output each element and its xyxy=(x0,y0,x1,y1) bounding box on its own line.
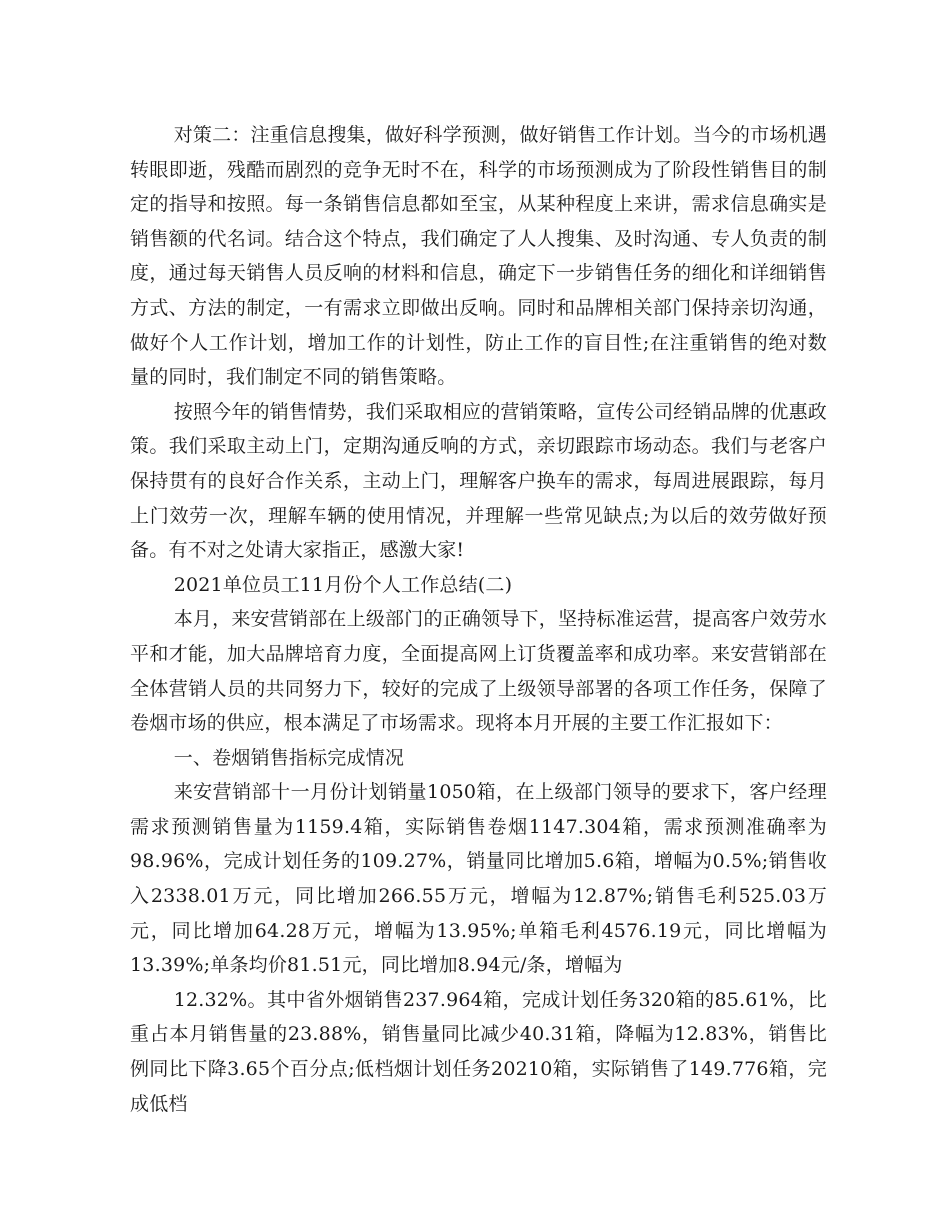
paragraph-sales-breakdown: 12.32%。其中省外烟销售237.964箱，完成计划任务320箱的85.61%，比重占本月销售量的23.88%，销售量同比减少40.31箱，降幅为12.83%，销售比例同比下降3.65个百分点;低档烟计划任务20210箱，实际销售了149.776箱，完成低档 xyxy=(130,988,827,1115)
section-title: 2021单位员工11月份个人工作总结(二) xyxy=(173,573,513,596)
section-heading-sales-targets: 一、卷烟销售指标完成情况 xyxy=(173,746,405,769)
paragraph-marketing-strategy: 按照今年的销售情势，我们采取相应的营销策略，宣传公司经销品牌的优惠政策。我们采取主动上门，定期沟通反响的方式，亲切跟踪市场动态。我们与老客户保持贯有的良好合作关系，主动上门，理解客户换车的需求，每周进展跟踪，每月上门效劳一次，理解车辆的使用情况，并理解一些常见缺点;为以后的效劳做好预备。有不对之处请大家指正，感激大家! xyxy=(130,400,827,562)
paragraph-sales-figures: 来安营销部十一月份计划销量1050箱，在上级部门领导的要求下，客户经理需求预测销售量为1159.4箱，实际销售卷烟1147.304箱，需求预测准确率为98.96%，完成计划任务的109.27%，销量同比增加5.6箱，增幅为0.5%;销售收入2338.01万元，同比增加266.55万元，增幅为12.87%;销售毛利525.03万元，同比增加64.28万元，增幅为13.95%;单箱毛利4576.19元，同比增幅为13.39%;单条均价81.51元，同比增加8.94元/条，增幅为 xyxy=(130,781,827,977)
paragraph-strategy-two: 对策二：注重信息搜集，做好科学预测，做好销售工作计划。当今的市场机遇转眼即逝，残酷而剧烈的竞争无时不在，科学的市场预测成为了阶段性销售目的制定的指导和按照。每一条销售信息都如至宝，从某种程度上来讲，需求信息确实是销售额的代名词。结合这个特点，我们确定了人人搜集、及时沟通、专人负责的制度，通过每天销售人员反响的材料和信息，确定下一步销售任务的细化和详细销售方式、方法的制定，一有需求立即做出反响。同时和品牌相关部门保持亲切沟通，做好个人工作计划，增加工作的计划性，防止工作的盲目性;在注重销售的绝对数量的同时，我们制定不同的销售策略。 xyxy=(130,124,827,389)
document-body xyxy=(130,118,827,1121)
paragraph-monthly-summary: 本月，来安营销部在上级部门的正确领导下，坚持标准运营，提高客户效劳水平和才能，加大品牌培育力度，全面提高网上订货覆盖率和成功率。来安营销部在全体营销人员的共同努力下，较好的完成了上级领导部署的各项工作任务，保障了卷烟市场的供应，根本满足了市场需求。现将本月开展的主要工作汇报如下： xyxy=(130,608,827,735)
